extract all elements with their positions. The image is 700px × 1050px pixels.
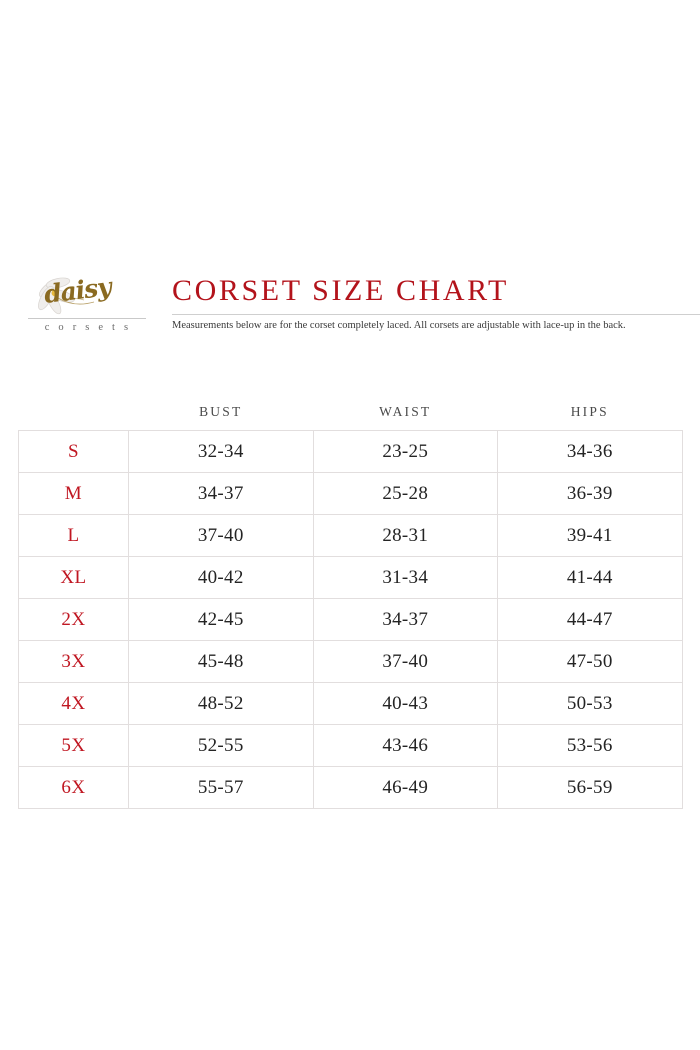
- size-chart-table: [18, 394, 683, 809]
- cell-size: 5X: [19, 725, 129, 767]
- cell-bust: 32-34: [129, 431, 314, 473]
- column-header-hips: HIPS: [570, 404, 609, 419]
- cell-hips: 47-50: [498, 641, 683, 683]
- cell-waist: 25-28: [313, 473, 498, 515]
- cell-size: 3X: [19, 641, 129, 683]
- cell-size: S: [19, 431, 129, 473]
- table-row: [19, 557, 683, 599]
- table-row: [19, 683, 683, 725]
- column-header-waist: WAIST: [379, 404, 432, 419]
- title-divider: [172, 314, 700, 315]
- size-chart-container: [0, 262, 700, 809]
- cell-waist: 23-25: [313, 431, 498, 473]
- table-body: [19, 431, 683, 809]
- cell-hips: 56-59: [498, 767, 683, 809]
- table-row: [19, 515, 683, 557]
- cell-bust: 37-40: [129, 515, 314, 557]
- cell-waist: 46-49: [313, 767, 498, 809]
- cell-size: XL: [19, 557, 129, 599]
- cell-size: L: [19, 515, 129, 557]
- cell-bust: 52-55: [129, 725, 314, 767]
- cell-bust: 48-52: [129, 683, 314, 725]
- cell-waist: 43-46: [313, 725, 498, 767]
- cell-hips: 39-41: [498, 515, 683, 557]
- table-row: [19, 641, 683, 683]
- page-title: CORSET SIZE CHART: [172, 274, 509, 307]
- cell-waist: 40-43: [313, 683, 498, 725]
- cell-size: 4X: [19, 683, 129, 725]
- cell-waist: 31-34: [313, 557, 498, 599]
- chart-header: [18, 262, 682, 372]
- cell-bust: 55-57: [129, 767, 314, 809]
- brand-name: daisy: [42, 272, 113, 309]
- cell-hips: 34-36: [498, 431, 683, 473]
- cell-waist: 34-37: [313, 599, 498, 641]
- brand-subname: c o r s e t s: [44, 322, 132, 333]
- table-row: [19, 767, 683, 809]
- cell-bust: 40-42: [129, 557, 314, 599]
- table-header-row: [19, 394, 683, 431]
- cell-hips: 53-56: [498, 725, 683, 767]
- cell-hips: 50-53: [498, 683, 683, 725]
- cell-size: 2X: [19, 599, 129, 641]
- column-header-size: [19, 394, 129, 431]
- table-row: [19, 431, 683, 473]
- table-head: [19, 394, 683, 431]
- table-row: [19, 473, 683, 515]
- cell-bust: 34-37: [129, 473, 314, 515]
- page-subtitle: Measurements below are for the corset completely laced. All corsets are adjustable with lace-up in the back.: [172, 320, 626, 331]
- cell-bust: 45-48: [129, 641, 314, 683]
- cell-size: 6X: [19, 767, 129, 809]
- cell-waist: 37-40: [313, 641, 498, 683]
- cell-waist: 28-31: [313, 515, 498, 557]
- table-row: [19, 599, 683, 641]
- cell-hips: 36-39: [498, 473, 683, 515]
- column-header-bust: BUST: [199, 404, 243, 419]
- brand-divider: [28, 318, 146, 319]
- table-row: [19, 725, 683, 767]
- title-block: [158, 274, 682, 331]
- cell-hips: 44-47: [498, 599, 683, 641]
- cell-hips: 41-44: [498, 557, 683, 599]
- cell-bust: 42-45: [129, 599, 314, 641]
- cell-size: M: [19, 473, 129, 515]
